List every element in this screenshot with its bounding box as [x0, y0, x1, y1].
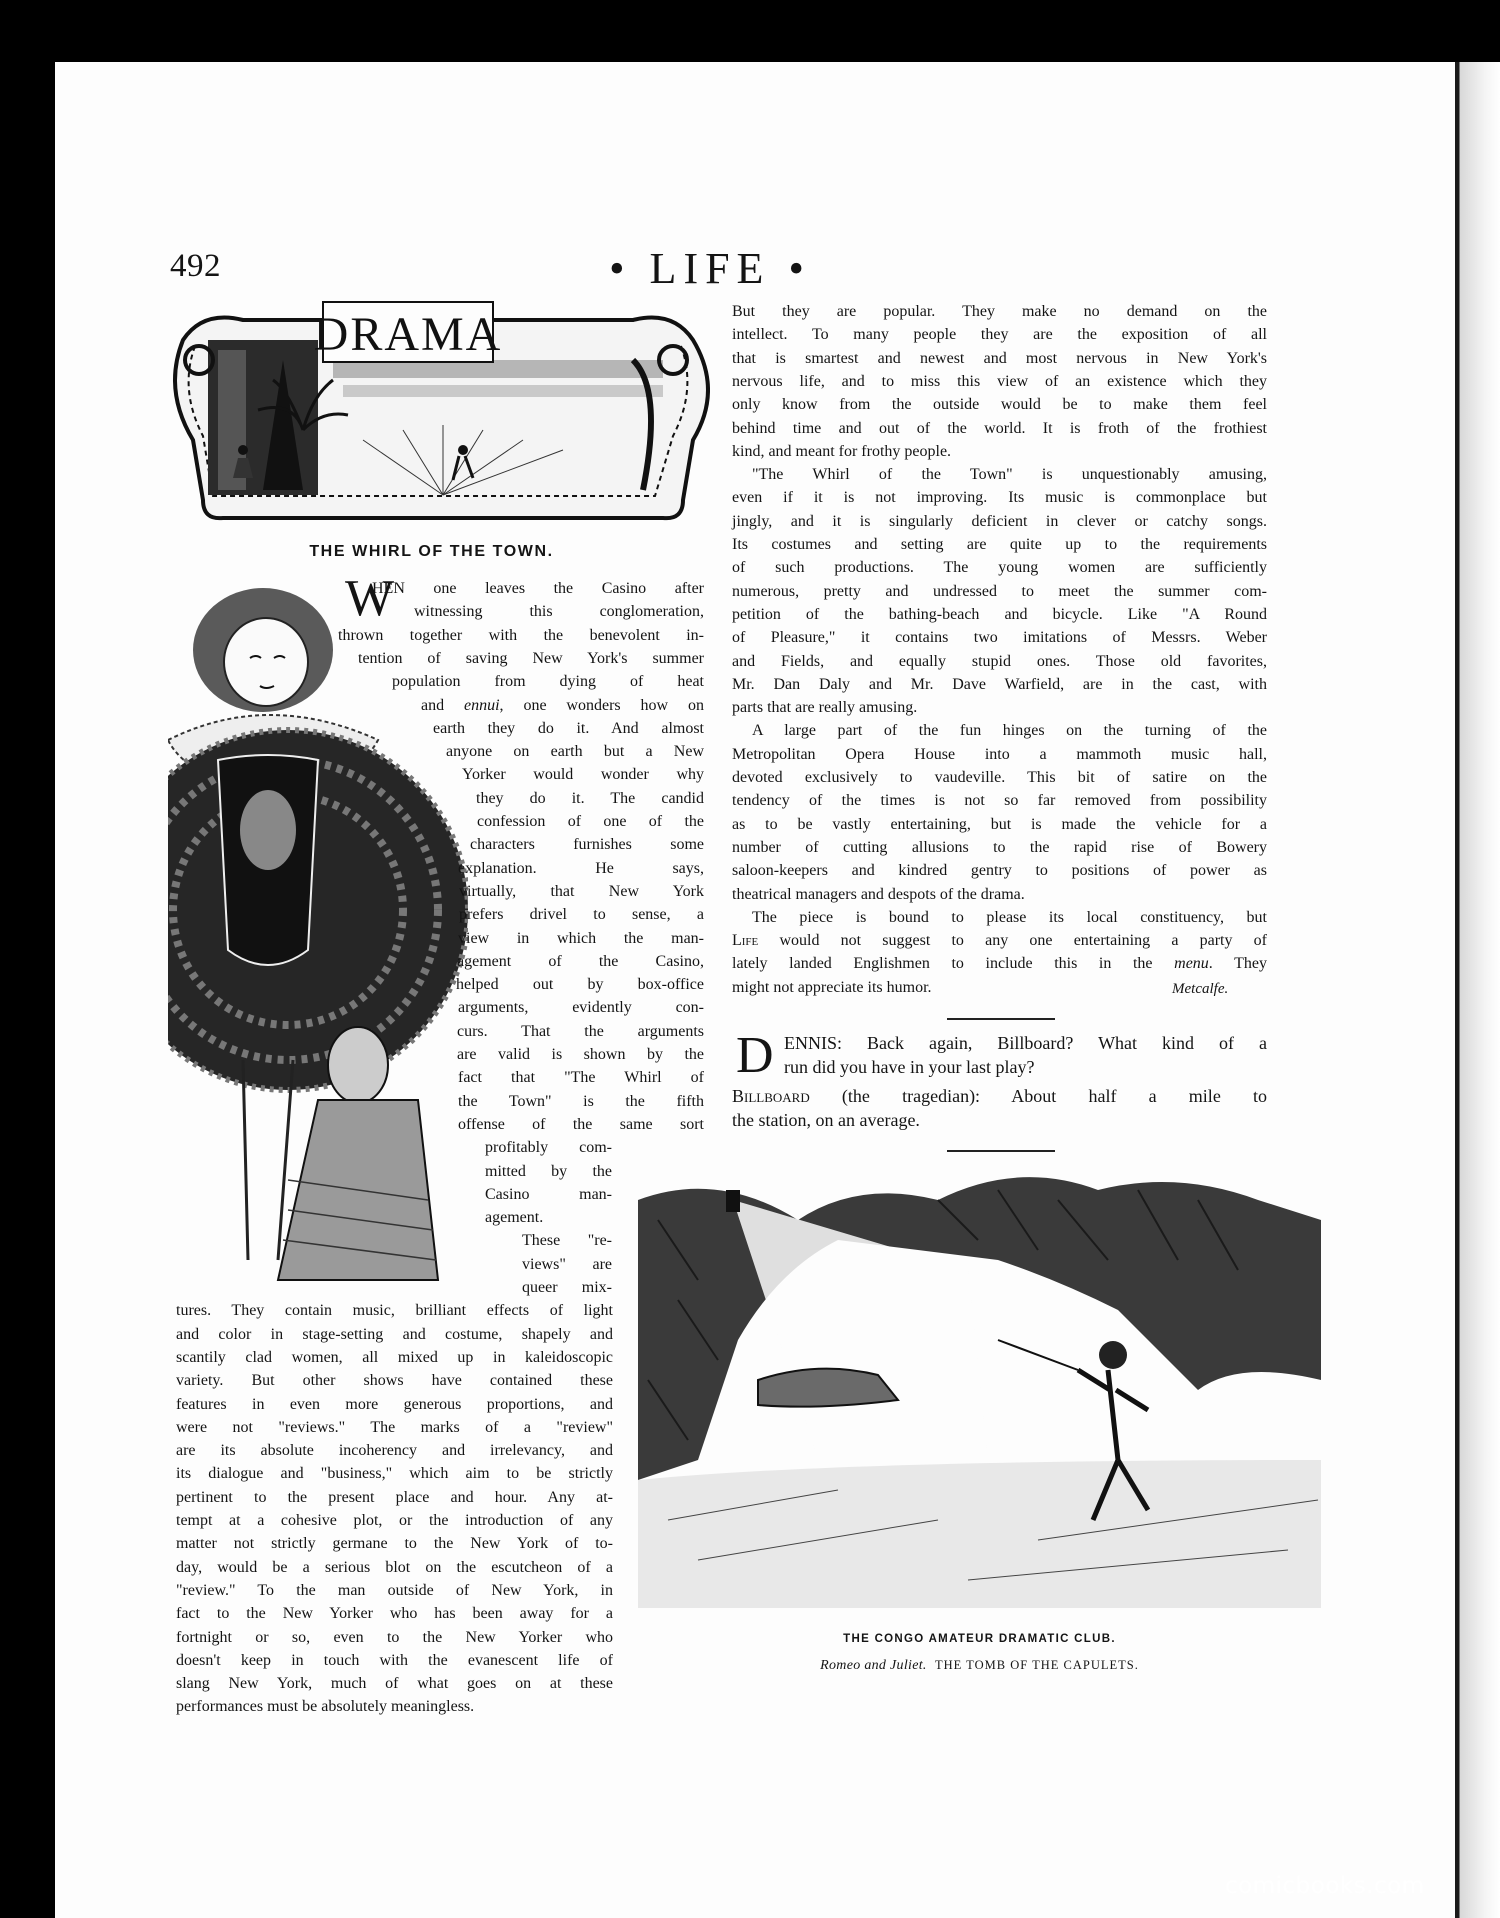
text-line: characters furnishes some	[470, 836, 704, 854]
text-line: anyone on earth but a New	[446, 743, 704, 761]
text-line: even if it is not improving. Its music is commonplace but	[732, 489, 1267, 507]
text-line: behind time and out of the world. It is froth of the frothiest	[732, 419, 1267, 437]
page-number: 492	[170, 248, 221, 284]
text-line: Metropolitan Opera House into a mammoth music hall,	[732, 745, 1267, 763]
text-line: variety. But other shows have contained these	[176, 1372, 613, 1390]
joke-line: Billboard (the tragedian): About half a mile to	[732, 1086, 1267, 1106]
text-line: curs. That the arguments	[457, 1022, 704, 1040]
text-line: its dialogue and "business," which aim to be strictly	[176, 1465, 613, 1483]
text-line: witnessing this conglomeration,	[414, 603, 704, 621]
illustration-caption-subtitle	[638, 1658, 1321, 1674]
drama-banner-illustration	[163, 300, 710, 540]
text-line: and ennui, one wonders how on	[421, 696, 704, 714]
text-line: might not appreciate its humor.	[732, 978, 932, 996]
text-line: tention of saving New York's summer	[358, 649, 704, 667]
text-line: devoted exclusively to vaudeville. This bit of satire on the	[732, 769, 1267, 786]
text-line: fact to the New Yorker who has been away for a	[176, 1605, 613, 1623]
text-line: Yorker would wonder why	[462, 766, 704, 784]
tomb-scene-illustration	[638, 1160, 1321, 1608]
text-line: thrown together with the benevolent in-	[338, 626, 704, 644]
text-line: HEN one leaves the Casino after	[372, 580, 704, 597]
text-line: tempt at a cohesive plot, or the introduction of any	[176, 1512, 613, 1529]
italic-word: ennui	[464, 696, 500, 714]
text-line: prefers drivel to sense, a	[459, 906, 704, 924]
text-line: agement.	[485, 1209, 544, 1227]
text-line: are its absolute incoherency and irrelevancy, and	[176, 1442, 613, 1460]
text-line: pertinent to the present place and hour. Any at-	[176, 1488, 613, 1506]
text-line: offense of the same sort	[458, 1115, 704, 1133]
text-line: tures. They contain music, brilliant effects of light	[176, 1302, 613, 1320]
article-heading: THE WHIRL OF THE TOWN.	[309, 543, 554, 560]
text-line: day, would be a serious blot on the escutcheon of a	[176, 1558, 613, 1576]
text-line: are valid is shown by the	[457, 1046, 704, 1063]
text-line: confession of one of the	[477, 813, 704, 830]
text-line: profitably com-	[485, 1139, 612, 1157]
text-line: features in even more generous proportions, and	[176, 1395, 613, 1413]
text-line: explanation. He says,	[458, 859, 704, 877]
speaker-name: Billboard	[732, 1086, 810, 1106]
text-line: tendency of the times is not so far removed from possibility	[732, 792, 1267, 810]
text-line: that is smartest and newest and most nervous in New York's	[732, 349, 1267, 367]
text-line: fortnight or so, even to the New Yorker who	[176, 1628, 613, 1646]
text-line: Mr. Dan Daly and Mr. Dave Warfield, are in the cast, with	[732, 675, 1267, 693]
text-line: numerous, pretty and undressed to meet the summer com-	[732, 582, 1267, 600]
text-line: agement of the Casino,	[457, 952, 704, 970]
text-line: Its costumes and setting are quite up to the requirements	[732, 536, 1267, 553]
text-line: Life would not suggest to any one entertaining a party of	[732, 932, 1267, 950]
text-line: the Town" is the fifth	[458, 1092, 704, 1110]
text-line: But they are popular. They make no demand on the	[732, 303, 1267, 320]
divider-rule	[947, 1150, 1055, 1152]
text-line: and Fields, and equally stupid ones. Those old favorites,	[732, 652, 1267, 670]
text-line: petition of the bathing-beach and bicycle. Like "A Round	[732, 605, 1267, 623]
text-line: "The Whirl of the Town" is unquestionably amusing,	[752, 466, 1267, 484]
text-line: The piece is bound to please its local constituency, but	[752, 908, 1267, 926]
text-line: they do it. The candid	[476, 789, 704, 807]
text-line: These "re-	[522, 1232, 612, 1250]
text-line: mitted by the	[485, 1162, 612, 1180]
text-line: doesn't keep in touch with the evanescent life of	[176, 1651, 613, 1669]
text-line: intellect. To many people they are the exposition of all	[732, 326, 1267, 344]
divider-rule	[947, 1018, 1055, 1020]
text-line: "review." To the man outside of New York, in	[176, 1581, 613, 1599]
text-line: slang New York, much of what goes on at these	[176, 1675, 613, 1693]
text-line: queer mix-	[522, 1279, 612, 1296]
text-line: were not "reviews." The marks of a "review"	[176, 1418, 613, 1436]
text-line: A large part of the fun hinges on the turning of the	[752, 722, 1267, 740]
text-line: theatrical managers and despots of the drama.	[732, 885, 1025, 903]
text-line: helped out by box-office	[456, 976, 704, 994]
text-line: saloon-keepers and kindred gentry to positions of power as	[732, 862, 1267, 880]
text-line: views" are	[522, 1255, 612, 1273]
joke-line: the station, on an average.	[732, 1110, 920, 1130]
smallcaps-word: Life	[732, 932, 759, 950]
caption-scene: THE TOMB OF THE CAPULETS.	[934, 1658, 1139, 1672]
text-line: only know from the outside would be to make them feel	[732, 396, 1267, 414]
text-line: Casino man-	[485, 1185, 612, 1203]
illustration-caption-title: THE CONGO AMATEUR DRAMATIC CLUB.	[843, 1633, 1116, 1645]
site-watermark: comicbooks.com	[1225, 1873, 1425, 1899]
dropcap-w: W	[345, 570, 395, 627]
text-line: as to be vastly entertaining, but is made the vehicle for a	[732, 815, 1267, 833]
text-line: scantily clad women, all mixed up in kaleidoscopic	[176, 1348, 613, 1366]
text-line: virtually, that New York	[459, 882, 704, 900]
text-line: arguments, evidently con-	[458, 999, 704, 1017]
dropcap-d: D	[736, 1027, 774, 1084]
text-line: of Pleasure," it contains two imitations of Messrs. Weber	[732, 629, 1267, 647]
text-line: parts that are really amusing.	[732, 699, 918, 717]
text-line: jingly, and it is singularly deficient in clever or catchy songs.	[732, 512, 1267, 530]
text-line: number of cutting allusions to the rapid rise of Bowery	[732, 838, 1267, 856]
author-signature: Metcalfe.	[1172, 981, 1229, 997]
italic-word: menu	[1174, 955, 1209, 973]
joke-line: run did you have in your last play?	[784, 1057, 1035, 1077]
next-page-edge	[1455, 62, 1500, 1918]
text-line: of such productions. The young women are sufficiently	[732, 559, 1267, 577]
text-line: fact that "The Whirl of	[458, 1069, 704, 1087]
text-line: population from dying of heat	[392, 673, 704, 691]
text-line: lately landed Englishmen to include this in the menu. They	[732, 955, 1267, 973]
joke-line: ENNIS: Back again, Billboard? What kind of a	[784, 1033, 1267, 1053]
text-line: nervous life, and to miss this view of an existence which they	[732, 372, 1267, 390]
text-line: matter not strictly germane to the New York of to-	[176, 1535, 613, 1553]
text-line: and color in stage-setting and costume, shapely and	[176, 1325, 613, 1343]
drama-banner-text: DRAMA	[313, 308, 503, 361]
text-line: performances must be absolutely meaningless.	[176, 1698, 475, 1716]
text-line: view in which the man-	[458, 929, 704, 947]
caption-play-title: Romeo and Juliet.	[820, 1658, 927, 1673]
masthead: • LIFE •	[609, 244, 811, 293]
text-line: earth they do it. And almost	[433, 719, 704, 737]
text-line: kind, and meant for frothy people.	[732, 442, 952, 460]
